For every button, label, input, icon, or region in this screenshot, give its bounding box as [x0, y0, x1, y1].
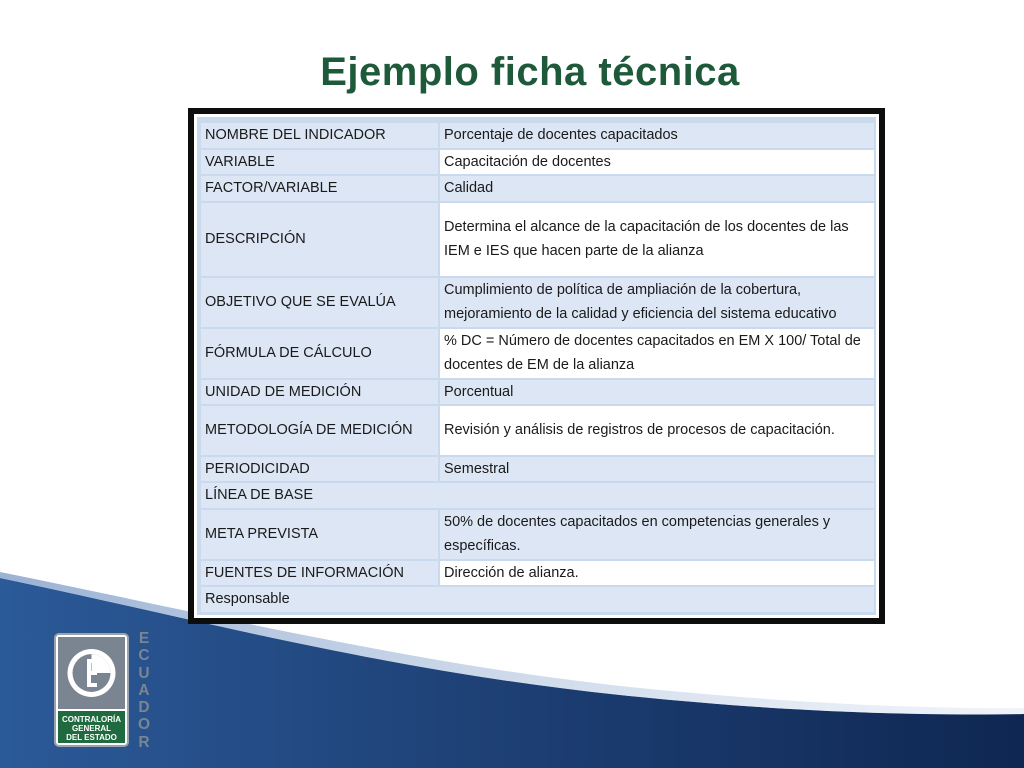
row-value: Semestral: [440, 457, 874, 482]
row-label: FACTOR/VARIABLE: [201, 176, 440, 201]
slide-title: Ejemplo ficha técnica: [320, 50, 740, 94]
row-label: FÓRMULA DE CÁLCULO: [201, 329, 440, 378]
ecuador-letter: R: [138, 733, 150, 751]
row-value: Porcentaje de docentes capacitados: [440, 123, 874, 148]
row-value: Determina el alcance de la capacitación de los docentes de las IEM e IES que hacen parte de la alianza: [440, 203, 874, 276]
ficha-table-frame: [188, 108, 885, 624]
table-row: [201, 483, 874, 508]
table-row: [201, 561, 874, 586]
row-value: Porcentual: [440, 380, 874, 405]
ecuador-letter: D: [138, 699, 150, 717]
table-row: [201, 278, 874, 327]
row-label: FUENTES DE INFORMACIÓN: [201, 561, 440, 586]
table-row: [201, 380, 874, 405]
row-label: METODOLOGÍA DE MEDICIÓN: [201, 406, 440, 455]
row-value: Capacitación de docentes: [440, 150, 874, 175]
table-row: [201, 587, 874, 612]
ecuador-letter: E: [138, 630, 150, 647]
logo-text-line3: DEL ESTADO: [66, 733, 117, 742]
ecuador-letter: C: [138, 647, 150, 665]
ecuador-letter: A: [138, 681, 150, 699]
logo-text-line1: CONTRALORÍA: [61, 715, 122, 724]
ficha-table-inner: [194, 114, 879, 618]
logo-text-line2: GENERAL: [71, 724, 112, 733]
row-value: 50% de docentes capacitados en competencias generales y específicas.: [440, 510, 874, 559]
row-label: NOMBRE DEL INDICADOR: [201, 123, 440, 148]
row-label: Responsable: [201, 587, 874, 612]
row-value: Cumplimiento de política de ampliación de la cobertura, mejoramiento de la calidad y eficiencia del sistema educativo: [440, 278, 874, 327]
row-label: OBJETIVO QUE SE EVALÚA: [201, 278, 440, 327]
row-label: META PREVISTA: [201, 510, 440, 559]
table-row: [201, 510, 874, 559]
table-row: [201, 406, 874, 455]
row-value: Dirección de alianza.: [440, 561, 874, 586]
table-row: [201, 150, 874, 175]
row-value: Revisión y análisis de registros de procesos de capacitación.: [440, 406, 874, 455]
table-row: [201, 457, 874, 482]
table-row: [201, 123, 874, 148]
row-value: Calidad: [440, 176, 874, 201]
ficha-table: [201, 121, 874, 614]
row-label: DESCRIPCIÓN: [201, 203, 440, 276]
table-row: [201, 176, 874, 201]
row-label: PERIODICIDAD: [201, 457, 440, 482]
ecuador-vertical-text: [134, 630, 154, 751]
row-label: UNIDAD DE MEDICIÓN: [201, 380, 440, 405]
table-row: [201, 329, 874, 378]
row-label: LÍNEA DE BASE: [201, 483, 874, 508]
row-label: VARIABLE: [201, 150, 440, 175]
table-row: [201, 203, 874, 276]
ecuador-letter: O: [137, 716, 151, 734]
contraloria-logo: [54, 633, 129, 747]
row-value: % DC = Número de docentes capacitados en EM X 100/ Total de docentes de EM de la alianza: [440, 329, 874, 378]
ecuador-letter: U: [138, 664, 150, 682]
